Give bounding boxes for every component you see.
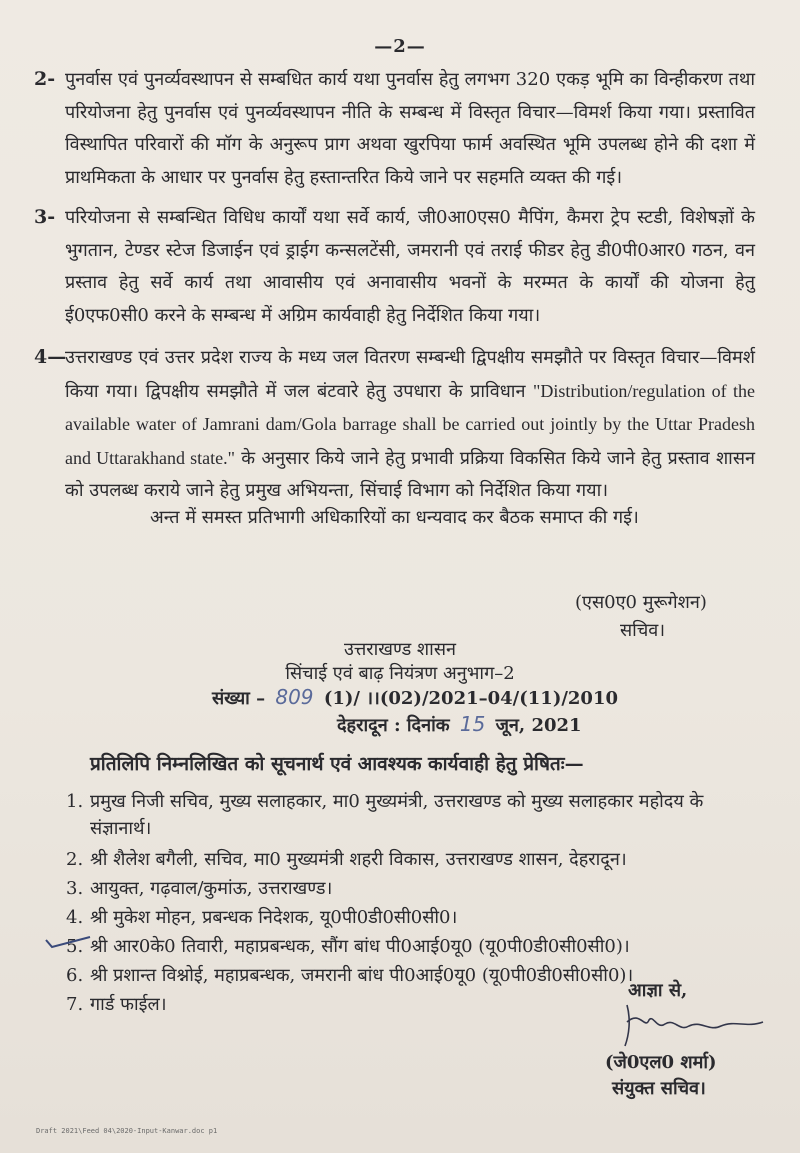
signatory-name: (एस0ए0 मुरूगेशन): [575, 592, 707, 613]
handwritten-signature-icon: [605, 1000, 775, 1050]
reference-label: संख्या –: [212, 688, 266, 709]
reference-number: [212, 685, 618, 710]
tick-mark-icon: [44, 934, 92, 950]
list-item: 2. श्री शैलेश बगैली, सचिव, मा0 मुख्यमंत्री शहरी विकास, उत्तराखण्ड शासन, देहरादून।: [66, 849, 627, 870]
handwritten-number: 809: [275, 685, 314, 709]
paragraph-text: पुनर्वास एवं पुनर्व्यवस्थापन से सम्बधित कार्य यथा पुनर्वास हेतु लगभग 320 एकड़ भूमि का विन्हीकरण तथा परियोजना हेतु पुनर्वास एवं पुनर्व्यवस्थापन नीति के सम्बन्ध में विस्तृत विचार—विमर्श किया गया। प्रस्तावित विस्थापित परिवारों की मॉग के अनुरूप प्राग अथवा खुरपिया फार्म अवस्थित भूमि उपलब्ध होने की दशा में प्राथमिकता के आधार पर पुनर्वास हेतु हस्तान्तरित किये जाने पर सहमति व्यक्त की गई।: [65, 69, 755, 188]
list-item: 3. आयुक्त, गढ़वाल/कुमांऊ, उत्तराखण्ड।: [66, 878, 333, 899]
paragraph-number: 2-: [34, 68, 56, 90]
reference-rest: (1)/ ।।(02)/2021–04/(11)/2010: [323, 688, 619, 709]
signatory2-designation: संयुक्त सचिव।: [612, 1078, 706, 1099]
paragraph-text-hindi: उत्तराखण्ड एवं उत्तर प्रदेश राज्य के मध्य जल वितरण सम्बन्धी द्विपक्षीय समझौते पर विस्तृत विचार—विमर्श किया गया। द्विपक्षीय समझौते में जल बंटवारे हेतु उपधारा के प्राविधान: [65, 347, 755, 402]
list-item: 6. श्री प्रशान्त विश्नोई, महाप्रबन्धक, जमरानी बांध पी0आई0यू0 (यू0पी0डी0सी0सी0)।: [66, 965, 634, 986]
date-rest: जून, 2021: [495, 715, 582, 736]
copy-heading: प्रतिलिपि निम्नलिखित को सूचनार्थ एवं आवश्यक कार्यवाही हेतु प्रेषितः—: [90, 753, 584, 775]
handwritten-day: 15: [459, 712, 486, 736]
page-number: —2—: [374, 36, 426, 57]
file-path-footer: Draft 2021\Feed 04\2020-Input-Kanwar.doc p1: [36, 1127, 218, 1135]
signatory2-name: (जे0एल0 शर्मा): [605, 1052, 717, 1073]
by-order-text: आज्ञा से,: [628, 980, 688, 1001]
closing-line: अन्त में समस्त प्रतिभागी अधिकारियों का धन्यवाद कर बैठक समाप्त की गई।: [150, 507, 639, 528]
office-section: सिंचाई एवं बाढ़ नियंत्रण अनुभाग–2: [285, 663, 515, 684]
paragraph-number: 4—: [34, 346, 67, 368]
signatory-designation: सचिव।: [620, 620, 666, 641]
paragraph-number: 3-: [34, 206, 56, 228]
paragraph-text-hindi: के अनुसार किये जाने हेतु प्रभावी प्रक्रिया विकसित किये जाने हेतु प्रस्ताव शासन को उपलब्ध कराये जाने हेतु प्रमुख अभियन्ता, सिंचाई विभाग को निर्देशित किया गया।: [65, 447, 755, 501]
list-item: 4. श्री मुकेश मोहन, प्रबन्धक निदेशक, यू0पी0डी0सी0सी0।: [66, 907, 458, 928]
list-item: 1. प्रमुख निजी सचिव, मुख्य सलाहकार, मा0 मुख्यमंत्री, उत्तराखण्ड को मुख्य सलाहकार महोदय के संज्ञानार्थ।: [66, 791, 704, 839]
paragraph-text-english-quote: "Distribution/regulation of the available water of Jamrani dam/Gola barrage shall be carried out jointly by the Uttar Pradesh and Uttarakhand state.": [65, 380, 755, 468]
list-item: 5. श्री आर0के0 तिवारी, महाप्रबन्धक, सौंग बांध पी0आई0यू0 (यू0पी0डी0सी0सी0)।: [66, 936, 630, 957]
dateline: [337, 712, 582, 737]
office-name: उत्तराखण्ड शासन: [343, 639, 456, 660]
date-label: देहरादून : दिनांक: [337, 715, 450, 736]
paragraph-text: परियोजना से सम्बन्धित विधिध कार्यों यथा सर्वे कार्य, जी0आ0एस0 मैपिंग, कैमरा ट्रेप स्टडी, विशेषज्ञों के भुगतान, टेण्डर स्टेज डिजाईन एवं ड्राईग कन्सलटेंसी, जमरानी एवं तराई फीडर हेतु डी0पी0आर0 गठन, वन प्रस्ताव हेतु सर्वे कार्य तथा आवासीय एवं अनावासीय भवनों के मरम्मत के कार्यों की योजना हेतु ई0एफ0सी0 करने के सम्बन्ध में अग्रिम कार्यवाही हेतु निर्देशित किया गया।: [65, 207, 755, 326]
list-item: 7. गार्ड फाईल।: [66, 994, 167, 1015]
paragraph-text: [65, 342, 755, 508]
